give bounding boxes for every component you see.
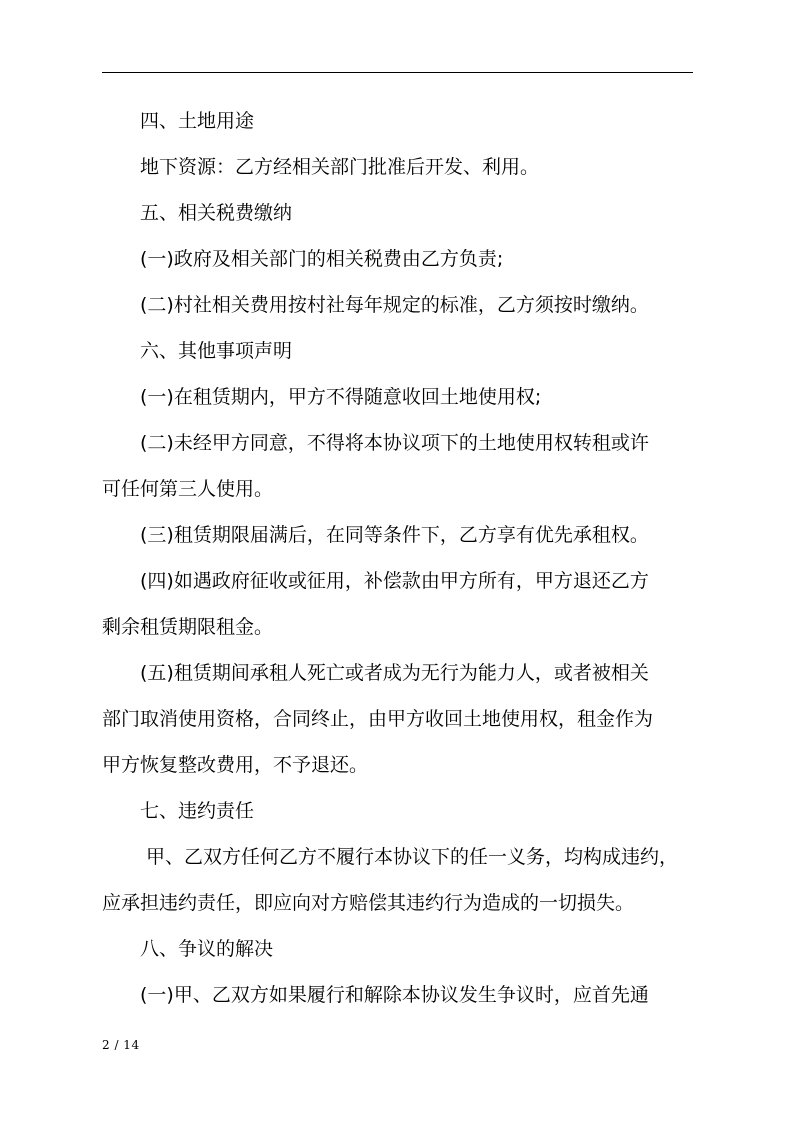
paragraph-line: (四)如遇政府征收或征用，补偿款由甲方所有，甲方退还乙方 [140, 570, 649, 592]
paragraph-line: 甲、乙双方任何乙方不履行本协议下的任一义务，均构成违约， [146, 846, 679, 868]
section-heading-other-matters: 六、其他事项声明 [140, 340, 293, 362]
paragraph-line: (三)租赁期限届满后，在同等条件下，乙方享有优先承租权。 [140, 524, 649, 546]
paragraph-line: (一)甲、乙双方如果履行和解除本协议发生争议时，应首先通 [140, 984, 649, 1006]
paragraph-line-continuation: 剩余租赁期限租金。 [102, 616, 274, 638]
document-body [102, 98, 693, 1018]
paragraph-line: 地下资源：乙方经相关部门批准后开发、利用。 [140, 156, 540, 178]
paragraph-line-continuation: 可任何第三人使用。 [102, 478, 274, 500]
page-number: 2 / 14 [102, 1038, 140, 1052]
section-heading-breach: 七、违约责任 [140, 800, 255, 822]
section-heading-taxes: 五、相关税费缴纳 [140, 202, 293, 224]
section-heading-disputes: 八、争议的解决 [140, 938, 274, 960]
paragraph-line: (二)未经甲方同意，不得将本协议项下的土地使用权转租或许 [140, 432, 649, 454]
paragraph-line: (一)在租赁期内，甲方不得随意收回土地使用权; [140, 386, 542, 408]
paragraph-line-continuation: 部门取消使用资格，合同终止，由甲方收回土地使用权，租金作为 [102, 708, 654, 730]
paragraph-line: (五)租赁期间承租人死亡或者成为无行为能力人，或者被相关 [140, 662, 649, 684]
paragraph-line-continuation: 甲方恢复整改费用，不予退还。 [102, 754, 369, 776]
section-heading-land-use: 四、土地用途 [140, 110, 255, 132]
paragraph-line: (二)村社相关费用按村社每年规定的标准，乙方须按时缴纳。 [140, 294, 649, 316]
header-rule [102, 72, 693, 73]
paragraph-line-continuation: 应承担违约责任，即应向对方赔偿其违约行为造成的一切损失。 [102, 892, 635, 914]
paragraph-line: (一)政府及相关部门的相关税费由乙方负责; [140, 248, 504, 270]
